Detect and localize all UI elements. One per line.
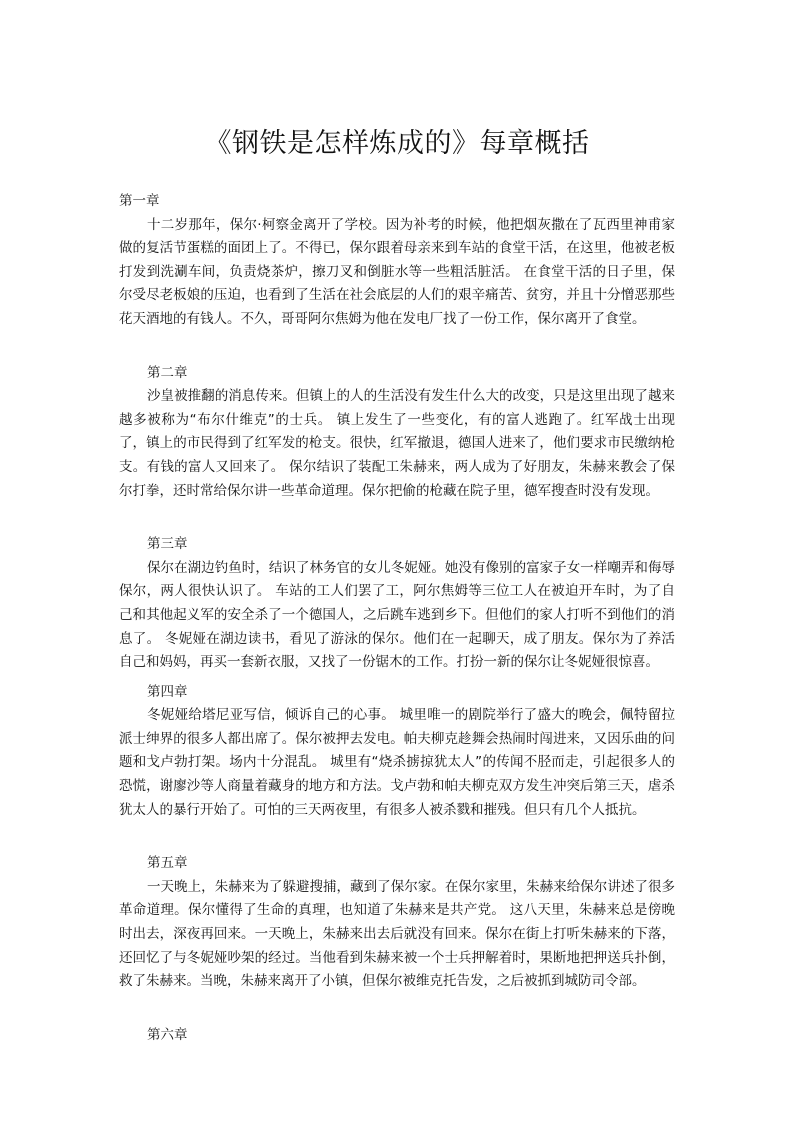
chapter-1	[119, 190, 675, 332]
chapter-1-heading: 第一章	[119, 193, 160, 209]
document-title: 《钢铁是怎样炼成的》每章概括	[204, 128, 590, 159]
chapter-3-summary: 保尔在湖边钓鱼时，结识了林务官的女儿冬妮娅。她没有像别的富家子女一样嘲弄和侮辱保尔，两人很快认识了。 车站的工人们罢了工，阿尔焦姆等三位工人在被迫开车时，为了自己和其他起义军的安全杀了一个德国人，之后跳车逃到乡下。但他们的家人打听不到他们的消息了。 冬妮娅在湖边读书，看见了游泳的保尔。他们在一起聊天，成了朋友。保尔为了养活自己和妈妈，再买一套新衣服，又找了一份锯木的工作。打扮一新的保尔让冬妮娅很惊喜。	[119, 559, 675, 671]
chapter-5-summary: 一天晚上，朱赫来为了躲避搜捕，藏到了保尔家。在保尔家里，朱赫来给保尔讲述了很多革命道理。保尔懂得了生命的真理，也知道了朱赫来是共产党。 这八天里，朱赫来总是傍晚时出去，深夜再回来。一天晚上，朱赫来出去后就没有回来。保尔在街上打听朱赫来的下落，还回忆了与冬妮娅吵架的经过。当他看到朱赫来被一个士兵押解着时，果断地把押送兵扑倒，救了朱赫来。当晚，朱赫来离开了小镇，但保尔被维克托告发，之后被抓到城防司令部。	[119, 878, 675, 990]
chapter-2	[119, 362, 675, 504]
chapter-5-heading: 第五章	[147, 855, 188, 872]
chapter-4-summary: 冬妮娅给塔尼亚写信，倾诉自己的心事。 城里唯一的剧院举行了盛大的晚会，佩特留拉派士绅界的很多人都出席了。保尔被押去发电。帕夫柳克趁舞会热闹时闯进来，又因乐曲的问题和戈卢勃打架。场内十分混乱。 城里有“烧杀掳掠犹太人”的传闻不胫而走，引起很多人的恐慌，谢廖沙等人商量着藏身的地方和方法。戈卢勃和帕夫柳克双方发生冲突后第三天，虐杀犹太人的暴行开始了。可怕的三天两夜里，有很多人被杀戮和摧残。但只有几个人抵抗。	[119, 707, 675, 818]
chapter-5	[119, 852, 675, 994]
document-body	[119, 190, 675, 1047]
chapter-6-heading: 第六章	[147, 1026, 188, 1043]
chapter-2-summary: 沙皇被推翻的消息传来。但镇上的人的生活没有发生什么大的改变，只是这里出现了越来越多被称为“布尔什维克”的士兵。 镇上发生了一些变化，有的富人逃跑了。红军战士出现了，镇上的市民得到了红军发的枪支。很快，红军撤退，德国人进来了，他们要求市民缴纳枪支。有钱的富人又回来了。 保尔结识了装配工朱赫来，两人成为了好朋友，朱赫来教会了保尔打拳，还时常给保尔讲一些革命道理。保尔把偷的枪藏在院子里，德军搜查时没有发现。	[119, 388, 675, 499]
chapter-6	[119, 1024, 675, 1048]
chapter-3-heading: 第三章	[147, 536, 188, 553]
chapter-1-summary: 十二岁那年，保尔·柯察金离开了学校。因为补考的时候，他把烟灰撒在了瓦西里神甫家做的复活节蛋糕的面团上了。不得已，保尔跟着母亲来到车站的食堂干活，在这里，他被老板打发到洗涮车间，负责烧茶炉，擦刀叉和倒脏水等一些粗活脏活。 在食堂干活的日子里，保尔受尽老板娘的压迫，也看到了生活在社会底层的人们的艰辛痛苦、贫穷，并且十分憎恶那些花天酒地的有钱人。不久，哥哥阿尔焦姆为他在发电厂找了一份工作，保尔离开了食堂。	[119, 216, 675, 327]
chapter-4	[119, 681, 675, 823]
chapter-4-heading: 第四章	[147, 683, 188, 700]
chapter-3	[119, 533, 675, 675]
chapter-2-heading: 第二章	[147, 364, 188, 381]
